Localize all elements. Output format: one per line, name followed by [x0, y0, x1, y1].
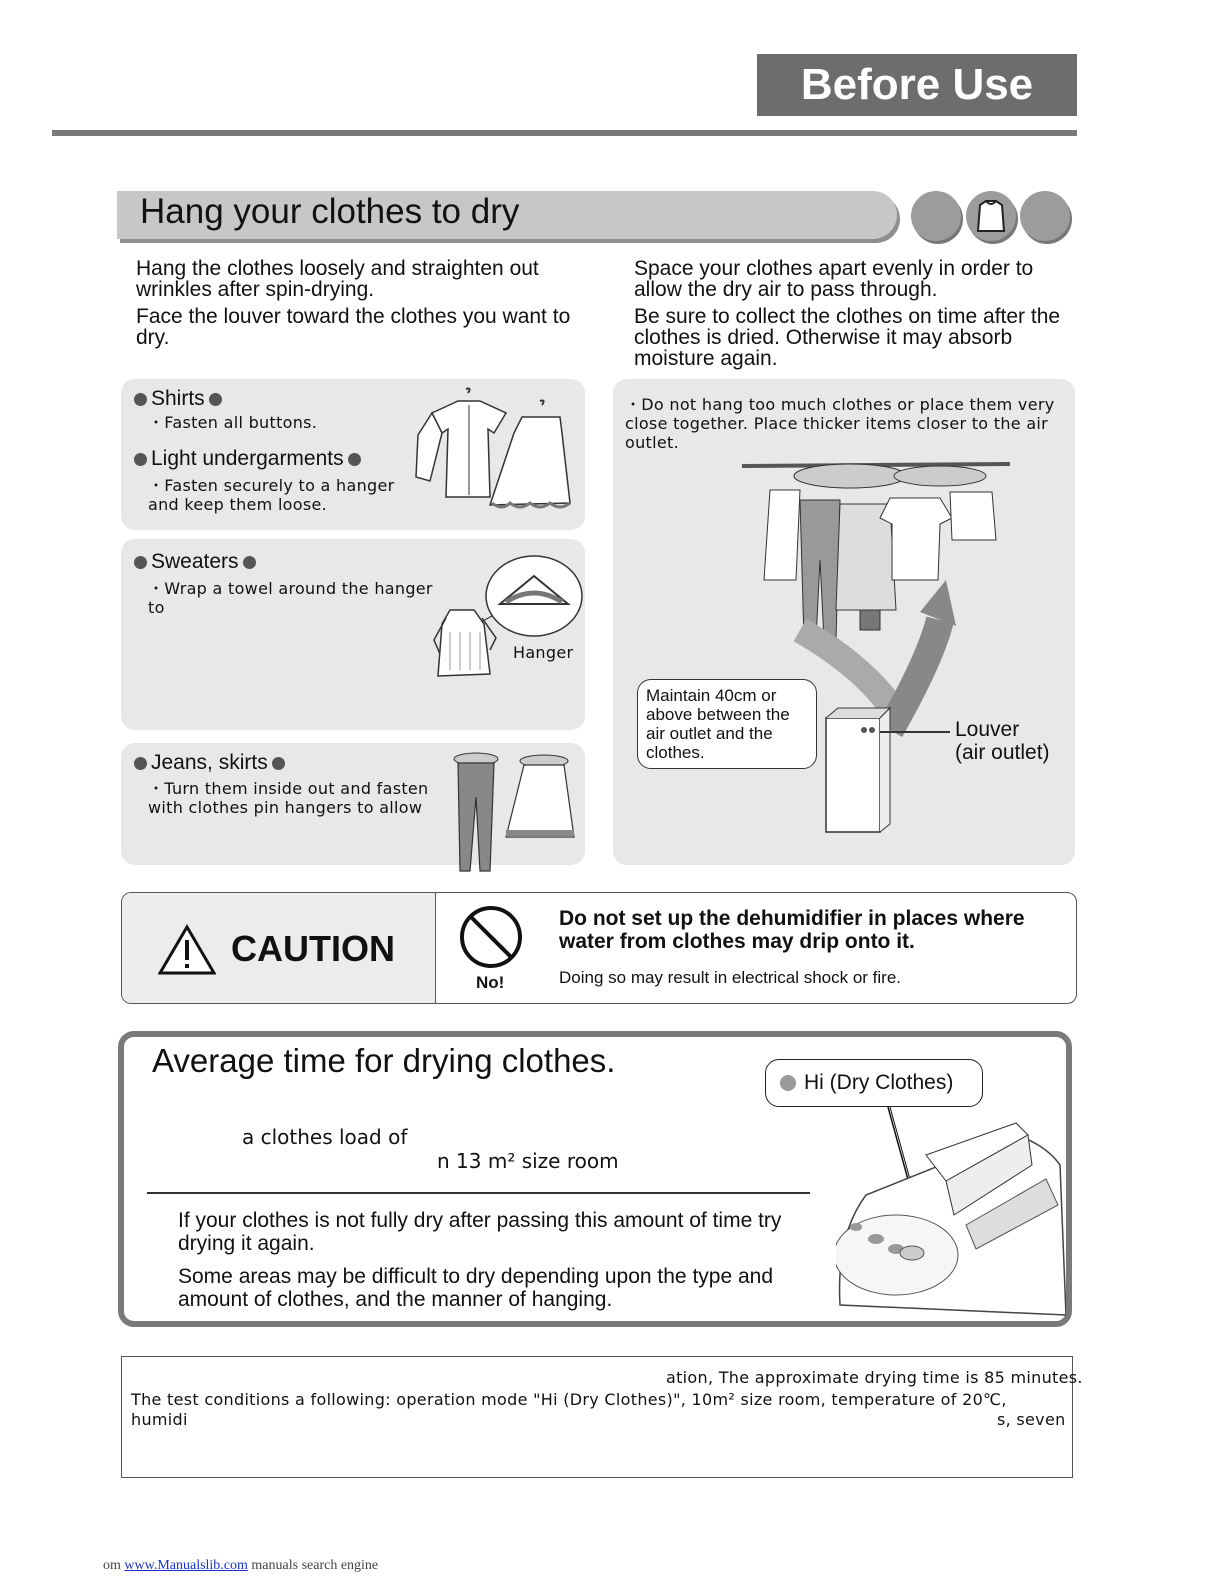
sweater-illustration [430, 554, 586, 694]
sweaters-text: ・Wrap a towel around the hanger to [148, 579, 433, 617]
average-divider [147, 1192, 810, 1194]
undergarments-heading [134, 447, 361, 471]
section-title: Hang your clothes to dry [140, 192, 520, 231]
intro-left-2: Face the louver toward the clothes you want to dry. [136, 305, 571, 349]
caution-detail: Doing so may result in electrical shock or fire. [559, 968, 902, 987]
intro-left-1: Hang the clothes loosely and straighten out wrinkles after spin-drying. [136, 257, 539, 301]
bullet-dot-icon [209, 393, 222, 406]
load-text: a clothes load of [242, 1125, 408, 1149]
footer [103, 1558, 378, 1574]
sweaters-heading [134, 550, 256, 574]
louver-leader-line [880, 731, 950, 733]
dehumidifier-panel-illustration [836, 1105, 1066, 1325]
jeans-title: Jeans, skirts [151, 751, 268, 774]
note-line-2: The test conditions a following: operation mode "Hi (Dry Clothes)", 10m² size room, temperature of 20℃, [131, 1390, 1007, 1409]
shirts-title: Shirts [151, 387, 205, 410]
bullet-dot-icon [348, 453, 361, 466]
tip-1: If your clothes is not fully dry after passing this amount of time try drying it again. [178, 1209, 782, 1255]
bullet-dot-icon [134, 453, 147, 466]
spacing-note: ・Do not hang too much clothes or place them very close together. Place thicker items closer to the air outlet. [625, 395, 1055, 452]
prohibited-icon [458, 904, 524, 970]
hanger-label: Hanger [513, 643, 574, 662]
shirts-text: ・Fasten all buttons. [148, 413, 318, 432]
hanging-clothes-illustration [740, 440, 1020, 860]
sweaters-title: Sweaters [151, 550, 239, 573]
intro-right [634, 258, 1074, 375]
shirts-heading [134, 387, 222, 411]
mode-bubble [765, 1059, 983, 1107]
bullet-dot-icon [134, 556, 147, 569]
no-label: No! [476, 973, 505, 992]
note-line-3-left: humidi [131, 1410, 188, 1429]
footer-suffix: manuals search engine [251, 1558, 379, 1573]
undergarments-title: Light undergarments [151, 447, 344, 470]
bullet-dot-icon [272, 757, 285, 770]
header-circle-icon-2 [1020, 191, 1070, 241]
undergarments-text: ・Fasten securely to a hanger and keep them loose. [148, 476, 395, 514]
bullet-dot-icon [243, 556, 256, 569]
shirt-and-slip-illustration [410, 385, 580, 525]
louver-label: Louver (air outlet) [955, 718, 1050, 764]
caution-headline: Do not set up the dehumidifier in places where water from clothes may drip onto it. [559, 907, 1025, 953]
shirt-icon [966, 191, 1016, 241]
intro-left [136, 258, 596, 354]
jeans-skirt-illustration [440, 747, 580, 877]
warning-triangle-icon [158, 924, 216, 976]
manualslib-link[interactable]: www.Manualslib.com [124, 1558, 248, 1573]
mode-label: Hi (Dry Clothes) [804, 1071, 954, 1094]
note-line-1: ation, The approximate drying time is 85 minutes. [666, 1368, 1083, 1387]
bullet-dot-icon [134, 757, 147, 770]
mode-dot-icon [780, 1075, 796, 1091]
average-title: Average time for drying clothes. [152, 1042, 616, 1079]
jeans-text: ・Turn them inside out and fasten with clothes pin hangers to allow [148, 779, 429, 817]
section-label: Before Use [757, 54, 1077, 116]
tip-2: Some areas may be difficult to dry depending upon the type and amount of clothes, and the manner of hanging. [178, 1265, 774, 1311]
room-text: n 13 m² size room [437, 1149, 619, 1173]
top-rule [52, 130, 1077, 136]
intro-right-1: Space your clothes apart evenly in order to allow the dry air to pass through. [634, 257, 1034, 301]
caution-label: CAUTION [231, 928, 395, 969]
clearance-bubble: Maintain 40cm or above between the air outlet and the clothes. [637, 679, 817, 769]
footer-prefix: om [103, 1558, 121, 1573]
intro-right-2: Be sure to collect the clothes on time after the clothes is dried. Otherwise it may absorb moisture again. [634, 305, 1061, 370]
jeans-heading [134, 751, 285, 775]
note-line-3-right: s, seven [997, 1410, 1066, 1429]
header-circle-icon [911, 191, 961, 241]
bullet-dot-icon [134, 393, 147, 406]
